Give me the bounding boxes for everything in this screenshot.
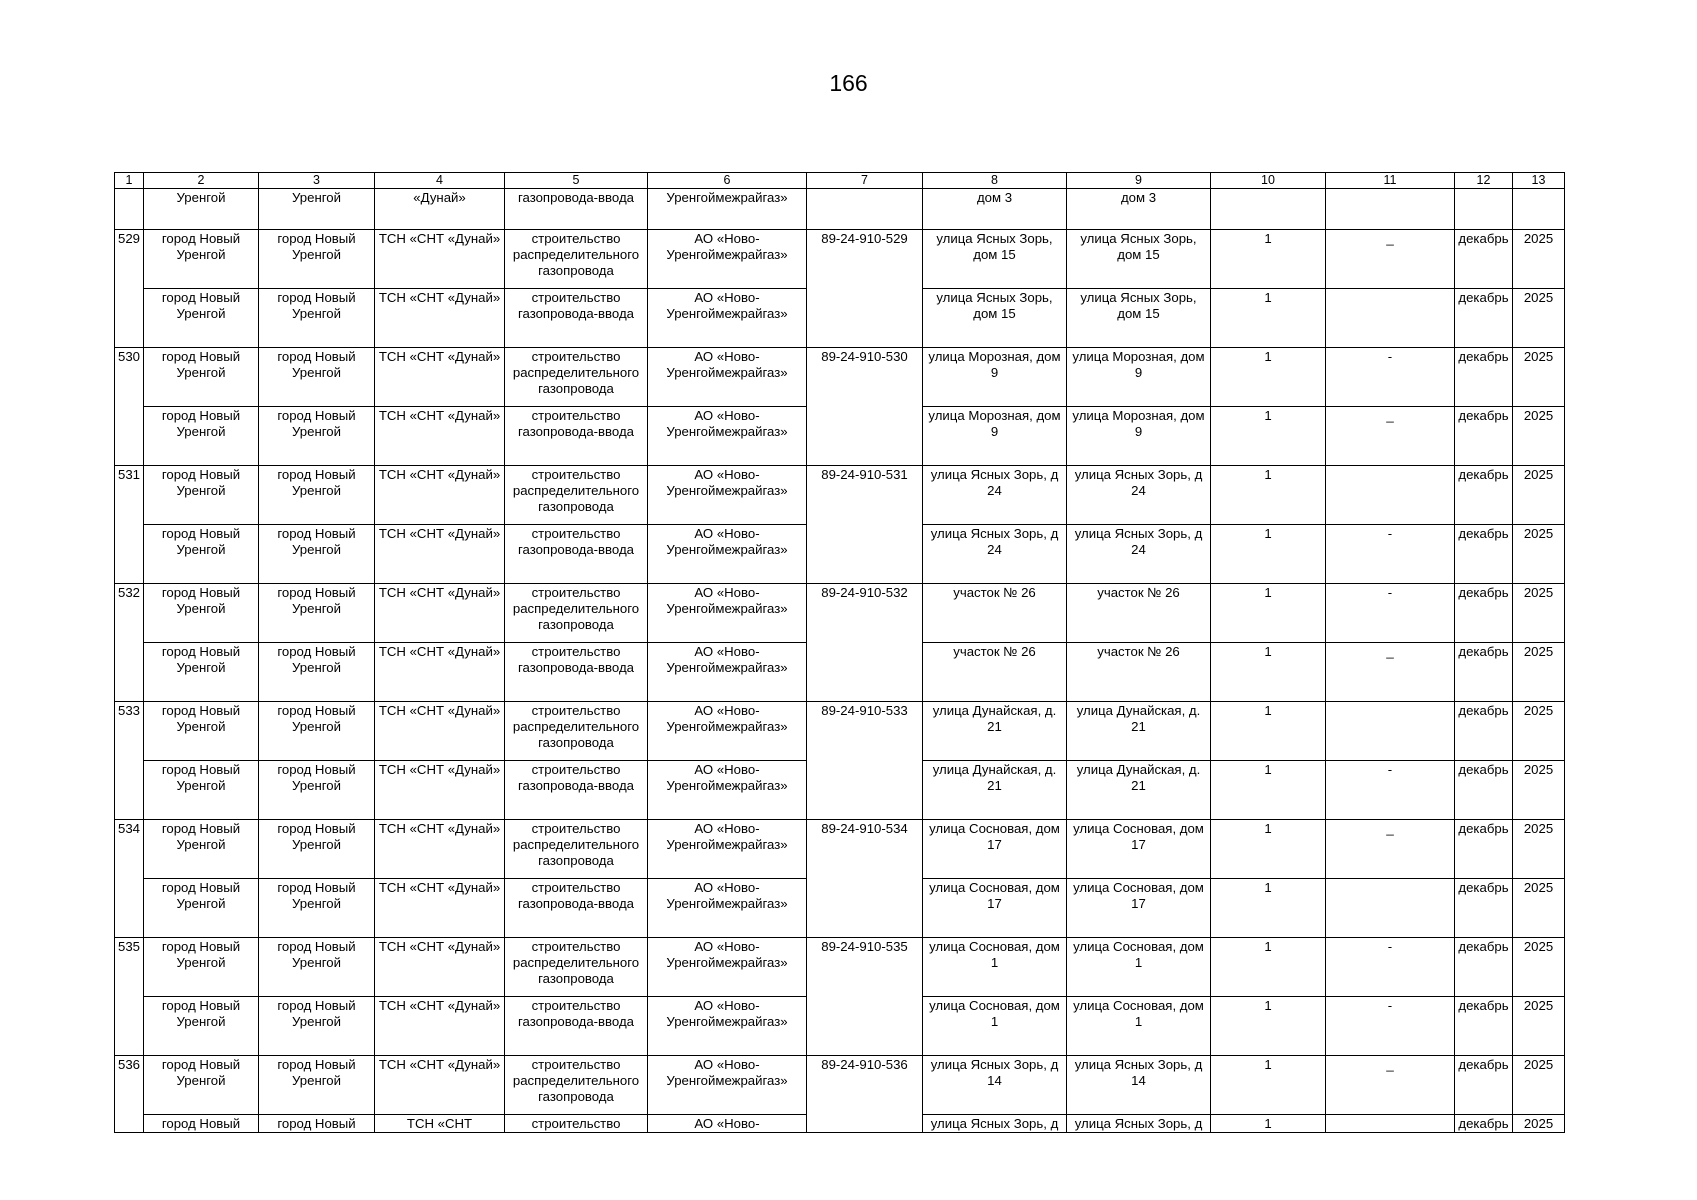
district-cell: город Новый Уренгой bbox=[144, 1056, 259, 1115]
address-to-cell: улица Дунайская, д. 21 bbox=[1067, 702, 1211, 761]
work-type-cell: строительство распределительного газопровода bbox=[505, 820, 648, 879]
continuation-row bbox=[115, 189, 1565, 230]
address-from-cell: улица Морозная, дом 9 bbox=[923, 407, 1067, 466]
column-number: 4 bbox=[375, 173, 505, 189]
address-from-cell: улица Ясных Зорь, д 24 bbox=[923, 525, 1067, 584]
table-row bbox=[115, 584, 1565, 643]
table-cell: дом 3 bbox=[1067, 189, 1211, 230]
address-to-cell: улица Ясных Зорь, дом 15 bbox=[1067, 230, 1211, 289]
quantity-cell: 1 bbox=[1211, 584, 1326, 643]
column-number: 8 bbox=[923, 173, 1067, 189]
organization-cell: ТСН «СНТ «Дунай» bbox=[375, 289, 505, 348]
address-to-cell: улица Ясных Зорь, дом 15 bbox=[1067, 289, 1211, 348]
quantity-cell: 1 bbox=[1211, 879, 1326, 938]
settlement-cell: город Новый Уренгой bbox=[259, 525, 375, 584]
work-type-cell: строительство газопровода-ввода bbox=[505, 407, 648, 466]
table-cell: Уренгой bbox=[259, 189, 375, 230]
quantity-cell: 1 bbox=[1211, 407, 1326, 466]
address-to-cell: улица Ясных Зорь, д 14 bbox=[1067, 1056, 1211, 1115]
object-code-cell: 89-24-910-536 bbox=[807, 1056, 923, 1133]
operator-cell: АО «Ново-Уренгоймежрайгаз» bbox=[648, 348, 807, 407]
month-cell: декабрь bbox=[1455, 348, 1513, 407]
column-number: 2 bbox=[144, 173, 259, 189]
work-type-cell: строительство распределительного газопровода bbox=[505, 348, 648, 407]
operator-cell: АО «Ново-Уренгоймежрайгаз» bbox=[648, 289, 807, 348]
table-row bbox=[115, 820, 1565, 879]
table-row bbox=[115, 1056, 1565, 1115]
year-cell: 2025 bbox=[1513, 761, 1565, 820]
work-type-cell: строительство газопровода-ввода bbox=[505, 289, 648, 348]
settlement-cell: город Новый Уренгой bbox=[259, 230, 375, 289]
quantity-cell: 1 bbox=[1211, 938, 1326, 997]
quantity-cell: 1 bbox=[1211, 761, 1326, 820]
address-from-cell: улица Дунайская, д. 21 bbox=[923, 702, 1067, 761]
year-cell: 2025 bbox=[1513, 407, 1565, 466]
address-from-cell: улица Ясных Зорь, д 14 bbox=[923, 1056, 1067, 1115]
table-cell: «Дунай» bbox=[375, 189, 505, 230]
settlement-cell: город Новый Уренгой bbox=[259, 938, 375, 997]
address-from-cell: улица Ясных Зорь, д 24 bbox=[923, 466, 1067, 525]
quantity-cell: 1 bbox=[1211, 820, 1326, 879]
organization-cell: ТСН «СНТ «Дунай» bbox=[375, 643, 505, 702]
table-cell bbox=[1326, 189, 1455, 230]
table-row bbox=[115, 348, 1565, 407]
item-number-cell: 533 bbox=[115, 702, 144, 820]
item-number-cell: 535 bbox=[115, 938, 144, 1056]
item-number-cell: 534 bbox=[115, 820, 144, 938]
district-cell: город Новый Уренгой bbox=[144, 643, 259, 702]
address-to-cell: улица Ясных Зорь, д 24 bbox=[1067, 466, 1211, 525]
note-cell bbox=[1326, 289, 1455, 348]
district-cell: город Новый Уренгой bbox=[144, 348, 259, 407]
district-cell: город Новый Уренгой bbox=[144, 289, 259, 348]
note-cell: _ bbox=[1326, 230, 1455, 289]
operator-cell: АО «Ново-Уренгоймежрайгаз» bbox=[648, 938, 807, 997]
month-cell: декабрь bbox=[1455, 997, 1513, 1056]
work-type-cell: строительство распределительного газопровода bbox=[505, 466, 648, 525]
organization-cell: ТСН «СНТ «Дунай» bbox=[375, 525, 505, 584]
item-number-cell: 530 bbox=[115, 348, 144, 466]
column-number-row bbox=[115, 173, 1565, 189]
column-number: 1 bbox=[115, 173, 144, 189]
organization-cell: ТСН «СНТ «Дунай» bbox=[375, 879, 505, 938]
table-row bbox=[115, 702, 1565, 761]
address-from-cell: улица Морозная, дом 9 bbox=[923, 348, 1067, 407]
organization-cell: ТСН «СНТ «Дунай» bbox=[375, 820, 505, 879]
operator-cell: АО «Ново-Уренгоймежрайгаз» bbox=[648, 1056, 807, 1115]
quantity-cell: 1 bbox=[1211, 289, 1326, 348]
month-cell: декабрь bbox=[1455, 879, 1513, 938]
operator-cell: АО «Ново-Уренгоймежрайгаз» bbox=[648, 761, 807, 820]
settlement-cell: город Новый Уренгой bbox=[259, 643, 375, 702]
year-cell: 2025 bbox=[1513, 1115, 1565, 1133]
settlement-cell: город Новый Уренгой bbox=[259, 997, 375, 1056]
operator-cell: АО «Ново-Уренгоймежрайгаз» bbox=[648, 407, 807, 466]
table-row bbox=[115, 230, 1565, 289]
settlement-cell: город Новый Уренгой bbox=[259, 879, 375, 938]
table-cell bbox=[115, 189, 144, 230]
note-cell: _ bbox=[1326, 643, 1455, 702]
year-cell: 2025 bbox=[1513, 938, 1565, 997]
district-cell: город Новый Уренгой bbox=[144, 407, 259, 466]
address-from-cell: участок № 26 bbox=[923, 584, 1067, 643]
table-cell bbox=[1211, 189, 1326, 230]
year-cell: 2025 bbox=[1513, 289, 1565, 348]
quantity-cell: 1 bbox=[1211, 230, 1326, 289]
note-cell: _ bbox=[1326, 820, 1455, 879]
work-type-cell: строительство газопровода-ввода bbox=[505, 761, 648, 820]
note-cell bbox=[1326, 1115, 1455, 1133]
month-cell: декабрь bbox=[1455, 289, 1513, 348]
settlement-cell: город Новый Уренгой bbox=[259, 820, 375, 879]
note-cell bbox=[1326, 702, 1455, 761]
object-code-cell: 89-24-910-529 bbox=[807, 230, 923, 348]
operator-cell: АО «Ново-Уренгоймежрайгаз» bbox=[648, 997, 807, 1056]
address-from-cell: улица Сосновая, дом 17 bbox=[923, 820, 1067, 879]
organization-cell: ТСН «СНТ «Дунай» bbox=[375, 584, 505, 643]
month-cell: декабрь bbox=[1455, 643, 1513, 702]
operator-cell: АО «Ново-Уренгоймежрайгаз» bbox=[648, 820, 807, 879]
column-number: 13 bbox=[1513, 173, 1565, 189]
column-number: 12 bbox=[1455, 173, 1513, 189]
organization-cell: ТСН «СНТ «Дунай» bbox=[375, 1056, 505, 1115]
item-number-cell: 529 bbox=[115, 230, 144, 348]
note-cell: - bbox=[1326, 525, 1455, 584]
table-row bbox=[115, 466, 1565, 525]
object-code-cell: 89-24-910-535 bbox=[807, 938, 923, 1056]
month-cell: декабрь bbox=[1455, 1056, 1513, 1115]
quantity-cell: 1 bbox=[1211, 997, 1326, 1056]
quantity-cell: 1 bbox=[1211, 348, 1326, 407]
year-cell: 2025 bbox=[1513, 997, 1565, 1056]
year-cell: 2025 bbox=[1513, 466, 1565, 525]
district-cell: город Новый Уренгой bbox=[144, 997, 259, 1056]
organization-cell: ТСН «СНТ «Дунай» bbox=[375, 938, 505, 997]
table-row bbox=[115, 938, 1565, 997]
organization-cell: ТСН «СНТ «Дунай» bbox=[375, 407, 505, 466]
organization-cell: ТСН «СНТ «Дунай» bbox=[375, 702, 505, 761]
district-cell: город Новый Уренгой bbox=[144, 702, 259, 761]
object-code-cell: 89-24-910-532 bbox=[807, 584, 923, 702]
note-cell: - bbox=[1326, 938, 1455, 997]
column-number: 7 bbox=[807, 173, 923, 189]
settlement-cell: город Новый Уренгой bbox=[259, 407, 375, 466]
settlement-cell: город Новый Уренгой bbox=[259, 761, 375, 820]
month-cell: декабрь bbox=[1455, 702, 1513, 761]
address-to-cell: улица Сосновая, дом 1 bbox=[1067, 938, 1211, 997]
month-cell: декабрь bbox=[1455, 230, 1513, 289]
work-type-cell: строительство газопровода-ввода bbox=[505, 879, 648, 938]
address-from-cell: участок № 26 bbox=[923, 643, 1067, 702]
organization-cell: ТСН «СНТ «Дунай» bbox=[375, 348, 505, 407]
quantity-cell: 1 bbox=[1211, 466, 1326, 525]
address-to-cell: улица Ясных Зорь, д bbox=[1067, 1115, 1211, 1133]
operator-cell: АО «Ново-Уренгоймежрайгаз» bbox=[648, 525, 807, 584]
note-cell: - bbox=[1326, 348, 1455, 407]
year-cell: 2025 bbox=[1513, 584, 1565, 643]
district-cell: город Новый Уренгой bbox=[144, 938, 259, 997]
year-cell: 2025 bbox=[1513, 643, 1565, 702]
object-code-cell: 89-24-910-534 bbox=[807, 820, 923, 938]
month-cell: декабрь bbox=[1455, 938, 1513, 997]
organization-cell: ТСН «СНТ «Дунай» bbox=[375, 466, 505, 525]
district-cell: город Новый Уренгой bbox=[144, 230, 259, 289]
settlement-cell: город Новый Уренгой bbox=[259, 702, 375, 761]
month-cell: декабрь bbox=[1455, 584, 1513, 643]
settlement-cell: город Новый Уренгой bbox=[259, 289, 375, 348]
operator-cell: АО «Ново-Уренгоймежрайгаз» bbox=[648, 466, 807, 525]
quantity-cell: 1 bbox=[1211, 643, 1326, 702]
column-number: 3 bbox=[259, 173, 375, 189]
month-cell: декабрь bbox=[1455, 407, 1513, 466]
work-type-cell: строительство распределительного газопровода bbox=[505, 230, 648, 289]
address-to-cell: улица Морозная, дом 9 bbox=[1067, 407, 1211, 466]
note-cell: - bbox=[1326, 584, 1455, 643]
organization-cell: ТСН «СНТ «Дунай» bbox=[375, 761, 505, 820]
district-cell: город Новый Уренгой bbox=[144, 820, 259, 879]
address-from-cell: улица Ясных Зорь, дом 15 bbox=[923, 289, 1067, 348]
operator-cell: АО «Ново- bbox=[648, 1115, 807, 1133]
address-to-cell: участок № 26 bbox=[1067, 643, 1211, 702]
quantity-cell: 1 bbox=[1211, 702, 1326, 761]
work-type-cell: строительство распределительного газопровода bbox=[505, 1056, 648, 1115]
column-number: 5 bbox=[505, 173, 648, 189]
quantity-cell: 1 bbox=[1211, 525, 1326, 584]
quantity-cell: 1 bbox=[1211, 1056, 1326, 1115]
month-cell: декабрь bbox=[1455, 761, 1513, 820]
item-number-cell: 536 bbox=[115, 1056, 144, 1133]
address-from-cell: улица Сосновая, дом 1 bbox=[923, 938, 1067, 997]
table-cell: Уренгоймежрайгаз» bbox=[648, 189, 807, 230]
address-to-cell: улица Сосновая, дом 17 bbox=[1067, 879, 1211, 938]
column-number: 10 bbox=[1211, 173, 1326, 189]
year-cell: 2025 bbox=[1513, 525, 1565, 584]
work-type-cell: строительство газопровода-ввода bbox=[505, 643, 648, 702]
month-cell: декабрь bbox=[1455, 525, 1513, 584]
address-from-cell: улица Сосновая, дом 1 bbox=[923, 997, 1067, 1056]
table-cell bbox=[1513, 189, 1565, 230]
organization-cell: ТСН «СНТ bbox=[375, 1115, 505, 1133]
table-cell: газопровода-ввода bbox=[505, 189, 648, 230]
table-cell: дом 3 bbox=[923, 189, 1067, 230]
settlement-cell: город Новый Уренгой bbox=[259, 584, 375, 643]
object-code-cell: 89-24-910-531 bbox=[807, 466, 923, 584]
year-cell: 2025 bbox=[1513, 702, 1565, 761]
operator-cell: АО «Ново-Уренгоймежрайгаз» bbox=[648, 702, 807, 761]
address-from-cell: улица Ясных Зорь, д bbox=[923, 1115, 1067, 1133]
district-cell: город Новый Уренгой bbox=[144, 466, 259, 525]
work-type-cell: строительство распределительного газопровода bbox=[505, 702, 648, 761]
note-cell: _ bbox=[1326, 407, 1455, 466]
settlement-cell: город Новый Уренгой bbox=[259, 348, 375, 407]
operator-cell: АО «Ново-Уренгоймежрайгаз» bbox=[648, 643, 807, 702]
column-number: 9 bbox=[1067, 173, 1211, 189]
address-from-cell: улица Ясных Зорь, дом 15 bbox=[923, 230, 1067, 289]
district-cell: город Новый Уренгой bbox=[144, 761, 259, 820]
address-to-cell: улица Сосновая, дом 17 bbox=[1067, 820, 1211, 879]
address-to-cell: улица Дунайская, д. 21 bbox=[1067, 761, 1211, 820]
note-cell bbox=[1326, 879, 1455, 938]
table-cell: Уренгой bbox=[144, 189, 259, 230]
table-cell bbox=[1455, 189, 1513, 230]
year-cell: 2025 bbox=[1513, 230, 1565, 289]
year-cell: 2025 bbox=[1513, 820, 1565, 879]
item-number-cell: 532 bbox=[115, 584, 144, 702]
district-cell: город Новый Уренгой bbox=[144, 525, 259, 584]
operator-cell: АО «Ново-Уренгоймежрайгаз» bbox=[648, 230, 807, 289]
column-number: 6 bbox=[648, 173, 807, 189]
address-from-cell: улица Дунайская, д. 21 bbox=[923, 761, 1067, 820]
operator-cell: АО «Ново-Уренгоймежрайгаз» bbox=[648, 584, 807, 643]
note-cell: - bbox=[1326, 761, 1455, 820]
note-cell: - bbox=[1326, 997, 1455, 1056]
note-cell: _ bbox=[1326, 1056, 1455, 1115]
district-cell: город Новый Уренгой bbox=[144, 879, 259, 938]
month-cell: декабрь bbox=[1455, 820, 1513, 879]
year-cell: 2025 bbox=[1513, 1056, 1565, 1115]
object-code-cell: 89-24-910-533 bbox=[807, 702, 923, 820]
page-number: 166 bbox=[829, 70, 868, 96]
address-to-cell: участок № 26 bbox=[1067, 584, 1211, 643]
year-cell: 2025 bbox=[1513, 348, 1565, 407]
work-type-cell: строительство газопровода-ввода bbox=[505, 997, 648, 1056]
note-cell bbox=[1326, 466, 1455, 525]
settlement-cell: город Новый bbox=[259, 1115, 375, 1133]
column-number: 11 bbox=[1326, 173, 1455, 189]
work-type-cell: строительство распределительного газопровода bbox=[505, 584, 648, 643]
work-type-cell: строительство распределительного газопровода bbox=[505, 938, 648, 997]
address-from-cell: улица Сосновая, дом 17 bbox=[923, 879, 1067, 938]
item-number-cell: 531 bbox=[115, 466, 144, 584]
month-cell: декабрь bbox=[1455, 1115, 1513, 1133]
object-code-cell: 89-24-910-530 bbox=[807, 348, 923, 466]
work-type-cell: строительство bbox=[505, 1115, 648, 1133]
address-to-cell: улица Морозная, дом 9 bbox=[1067, 348, 1211, 407]
year-cell: 2025 bbox=[1513, 879, 1565, 938]
gas-program-table bbox=[114, 172, 1565, 1133]
operator-cell: АО «Ново-Уренгоймежрайгаз» bbox=[648, 879, 807, 938]
work-type-cell: строительство газопровода-ввода bbox=[505, 525, 648, 584]
settlement-cell: город Новый Уренгой bbox=[259, 466, 375, 525]
district-cell: город Новый bbox=[144, 1115, 259, 1133]
organization-cell: ТСН «СНТ «Дунай» bbox=[375, 997, 505, 1056]
table-cell bbox=[807, 189, 923, 230]
settlement-cell: город Новый Уренгой bbox=[259, 1056, 375, 1115]
address-to-cell: улица Ясных Зорь, д 24 bbox=[1067, 525, 1211, 584]
quantity-cell: 1 bbox=[1211, 1115, 1326, 1133]
address-to-cell: улица Сосновая, дом 1 bbox=[1067, 997, 1211, 1056]
month-cell: декабрь bbox=[1455, 466, 1513, 525]
organization-cell: ТСН «СНТ «Дунай» bbox=[375, 230, 505, 289]
district-cell: город Новый Уренгой bbox=[144, 584, 259, 643]
